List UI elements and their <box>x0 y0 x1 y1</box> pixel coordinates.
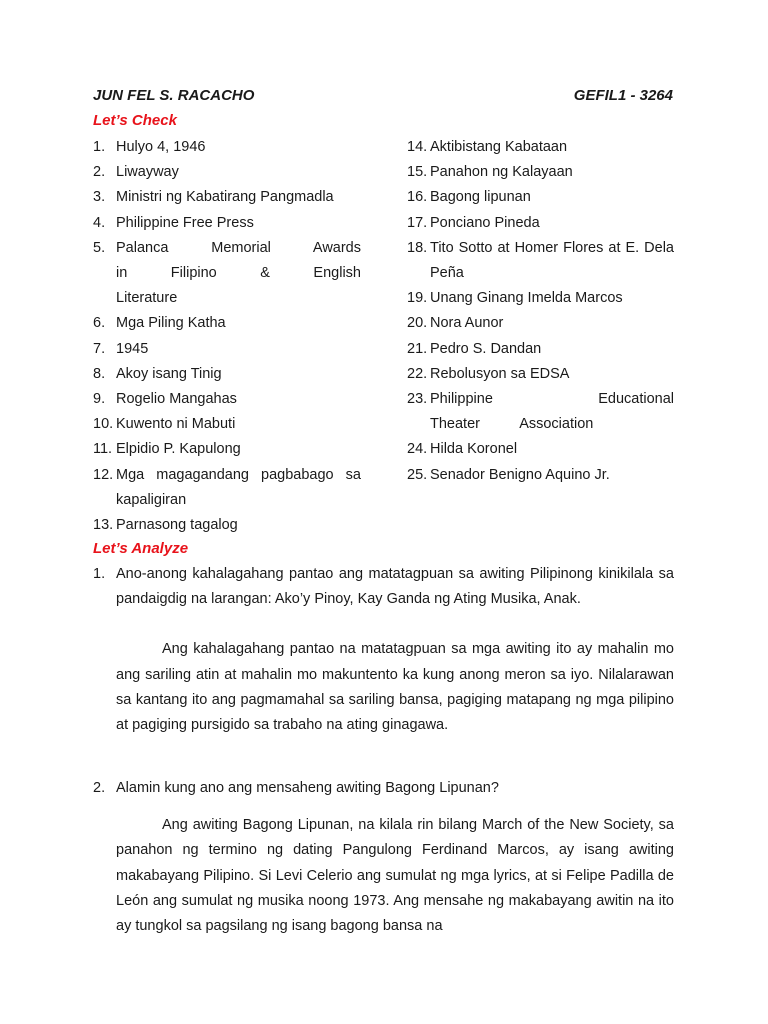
list-item: 14. Aktibistang Kabataan <box>407 139 568 155</box>
list-item: 20. Nora Aunor <box>407 315 504 332</box>
list-item: 25. Senador Benigno Aquino Jr. <box>407 466 610 483</box>
check-list-right <box>407 135 674 488</box>
check-list-left <box>93 135 361 538</box>
lets-analyze-heading: Let’s Analyze <box>93 540 189 557</box>
list-item: 11. Elpidio P. Kapulong <box>93 441 241 458</box>
list-item: 6. Mga Piling Katha <box>93 315 226 332</box>
list-item: 18. Tito Sotto at Homer Flores at E. Dela Peña <box>407 239 674 282</box>
list-item: 1. Hulyo 4, 1946 <box>93 139 206 155</box>
list-item: 17. Ponciano Pineda <box>407 214 540 231</box>
question-text: 2. Alamin kung ano ang mensaheng awiting Bagong Lipunan? <box>93 780 499 796</box>
list-item: 12. Mga magagandang pagbabago sa kapaligiran <box>93 466 361 508</box>
list-item: 23. Philippine Educational Theater Association <box>407 391 674 433</box>
list-item: 19. Unang Ginang Imelda Marcos <box>407 290 623 307</box>
list-item: 15. Panahon ng Kalayaan <box>407 164 573 181</box>
list-item: 4. Philippine Free Press <box>93 214 254 231</box>
analyze-question-2 <box>93 776 674 939</box>
list-item: 21. Pedro S. Dandan <box>407 340 542 357</box>
analyze-question-1 <box>93 562 674 738</box>
list-item: 2. Liwayway <box>93 164 179 181</box>
lets-check-heading: Let’s Check <box>93 112 177 129</box>
course-code: GEFIL1 - 3264 <box>573 87 673 104</box>
list-item: 16. Bagong lipunan <box>407 189 531 206</box>
list-item: 8. Akoy isang Tinig <box>93 365 222 382</box>
list-item: 24. Hilda Koronel <box>407 441 518 458</box>
list-item: 10. Kuwento ni Mabuti <box>93 416 236 433</box>
answer-text: Ang awiting Bagong Lipunan, na kilala rin bilang March of the New Society, sa panahon ng termino ng dating Pangulong Ferdinand Marcos, ay isang awiting makabayang Pilipino. Si Levi Celerio ang sumulat ng mga lyrics, at si Felipe Padilla de León ang sumulat ng musika noong 1973. Ang mensahe ng makabayang awitin na ito ay tungkol sa pagsilang ng isang bagong bansa na <box>116 817 674 935</box>
list-item: 5. Palanca Memorial Awards in Filipino & English Literature <box>93 239 361 307</box>
list-item: 3. Ministri ng Kabatirang Pangmadla <box>93 189 334 206</box>
list-item: 7. 1945 <box>93 340 149 357</box>
author-name: JUN FEL S. RACACHO <box>93 87 255 104</box>
answer-text: Ang kahalagahang pantao na matatagpuan sa mga awiting ito ay mahalin mo ang sariling atin at mahalin mo makuntento ka kung anong meron sa iyo. Nilalarawan sa kantang ito ang pagmamahal sa sariling bansa, pagiging matapang ng mga pilipino at pagiging pursigido sa trabaho na ating ginagawa. <box>116 641 674 734</box>
list-item: 13. Parnasong tagalog <box>93 517 238 534</box>
list-item: 22. Rebolusyon sa EDSA <box>407 365 570 382</box>
question-text: 1. Ano-anong kahalagahang pantao ang matatagpuan sa awiting Pilipinong kinikilala sa pandaigdig na larangan: Ako’y Pinoy, Kay Ganda ng Ating Musika, Anak. <box>93 566 674 608</box>
list-item: 9. Rogelio Mangahas <box>93 391 237 408</box>
